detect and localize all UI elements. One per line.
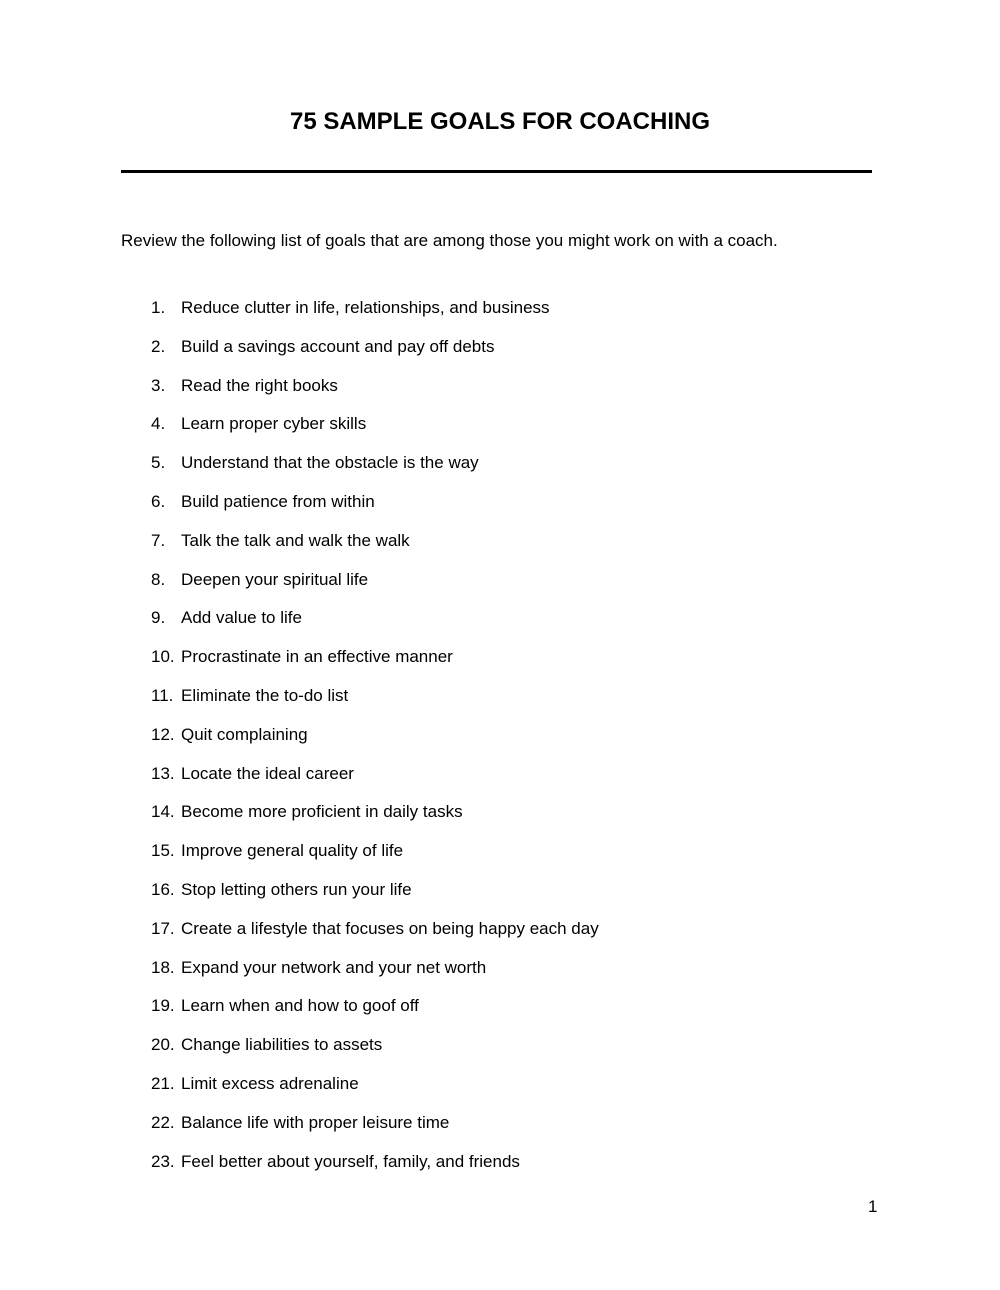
item-text: Stop letting others run your life [181,879,412,899]
list-item [151,1151,599,1190]
item-text: Understand that the obstacle is the way [181,453,479,473]
list-item [151,763,599,802]
item-text: Learn proper cyber skills [181,414,367,434]
list-item [151,413,599,452]
item-number: 7. [151,530,166,550]
item-number: 19. [151,996,175,1016]
item-number: 14. [151,802,175,822]
list-item [151,569,599,608]
item-number: 18. [151,957,175,977]
item-text: Balance life with proper leisure time [181,1112,450,1132]
item-number: 2. [151,336,166,356]
item-text: Limit excess adrenaline [181,1073,359,1093]
list-item [151,491,599,530]
item-number: 21. [151,1073,175,1093]
list-item [151,646,599,685]
item-text: Talk the talk and walk the walk [181,530,410,550]
item-number: 15. [151,841,175,861]
item-text: Improve general quality of life [181,841,404,861]
intro-paragraph: Review the following list of goals that are among those you might work on with a coach. [121,231,778,250]
list-item [151,879,599,918]
list-item [151,685,599,724]
item-number: 16. [151,879,175,899]
list-item [151,801,599,840]
item-number: 22. [151,1112,175,1132]
item-text: Expand your network and your net worth [181,957,487,977]
item-number: 10. [151,647,175,667]
list-item [151,1034,599,1073]
list-item [151,530,599,569]
list-item [151,1073,599,1112]
item-number: 1. [151,298,166,317]
item-text: Add value to life [181,608,302,628]
item-text: Eliminate the to-do list [181,685,349,705]
list-item [151,452,599,491]
goal-list [151,297,599,1189]
item-number: 6. [151,491,166,511]
list-item [151,336,599,375]
item-number: 17. [151,918,175,938]
list-item [151,297,599,336]
page-title: 75 SAMPLE GOALS FOR COACHING [289,108,711,135]
item-number: 23. [151,1151,175,1171]
list-item [151,995,599,1034]
item-text: Quit complaining [181,724,308,744]
item-text: Locate the ideal career [181,763,354,783]
list-item [151,957,599,996]
item-number: 4. [151,414,166,434]
item-number: 9. [151,608,166,628]
item-number: 12. [151,724,175,744]
item-text: Deepen your spiritual life [181,569,369,589]
item-text: Build a savings account and pay off debts [181,336,495,356]
list-item [151,607,599,646]
item-text: Procrastinate in an effective manner [181,647,453,667]
item-number: 3. [151,375,166,395]
list-item [151,375,599,414]
item-text: Change liabilities to assets [181,1035,383,1055]
list-item [151,1112,599,1151]
item-text: Feel better about yourself, family, and friends [181,1151,520,1171]
item-text: Learn when and how to goof off [181,996,419,1016]
item-number: 5. [151,453,166,473]
item-number: 11. [151,685,174,705]
page-number: 1 [868,1197,878,1216]
item-number: 13. [151,763,175,783]
item-text: Read the right books [181,375,338,395]
list-item [151,918,599,957]
title-divider [121,170,872,173]
list-item [151,840,599,879]
item-text: Create a lifestyle that focuses on being happy each day [181,918,599,938]
list-item [151,724,599,763]
item-text: Reduce clutter in life, relationships, and business [181,298,550,317]
item-number: 20. [151,1035,175,1055]
item-text: Build patience from within [181,491,375,511]
item-number: 8. [151,569,166,589]
item-text: Become more proficient in daily tasks [181,802,463,822]
